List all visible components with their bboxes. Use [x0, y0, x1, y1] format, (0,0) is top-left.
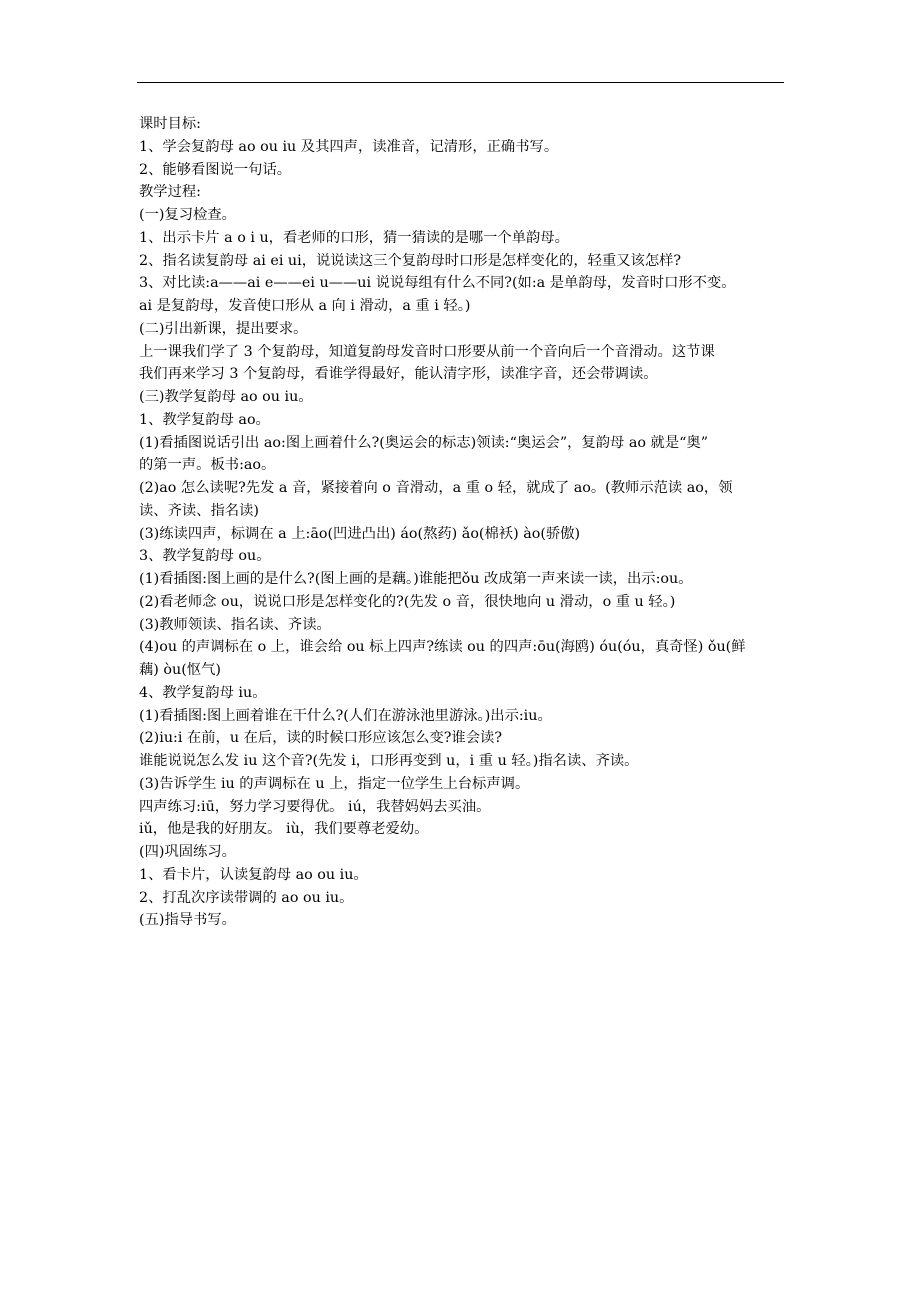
text-line: (1)看插图说话引出 ao:图上画着什么?(奥运会的标志)领读:“奥运会”，复韵母 ao 就是“奥” — [139, 434, 709, 451]
text-line: (2)ao 怎么读呢?先发 a 音，紧接着向 o 音滑动，a 重 o 轻，就成了 ao。(教师示范读 ao，领 — [139, 480, 733, 496]
text-line: (1)看插图:图上画的是什么?(图上画的是藕。)谁能把ǒu 改成第一声来读一读，出示:ou。 — [139, 571, 693, 587]
text-line: (五)指导书写。 — [139, 912, 236, 929]
text-line: 1、教学复韵母 ao。 — [139, 411, 270, 428]
text-line: (3)练读四声，标调在 a 上:āo(凹进凸出) áo(熬药) ǎo(棉袄) ào(骄傲) — [139, 525, 581, 542]
text-line: 1、学会复韵母 ao ou iu 及其四声，读准音，记清形，正确书写。 — [139, 138, 559, 155]
text-line: 藕) òu(怄气) — [139, 662, 221, 678]
text-line: 2、指名读复韵母 ai ei ui，说说读这三个复韵母时口形是怎样变化的，轻重又该怎样? — [139, 252, 682, 269]
text-line: 3、对比读:a——ai e——ei u——ui 说说每组有什么不同?(如:a 是单韵母，发音时口形不变。 — [139, 275, 736, 292]
text-line: ai 是复韵母，发音使口形从 a 向 i 滑动，a 重 i 轻。) — [139, 298, 471, 314]
text-line: 四声练习:iū，努力学习要得优。 iú，我替妈妈去买油。 — [139, 798, 491, 815]
text-line: (2)看老师念 ou，说说口形是怎样变化的?(先发 o 音，很快地向 u 滑动，o 重 u 轻。) — [139, 593, 676, 610]
text-line: 4、教学复韵母 iu。 — [139, 684, 267, 701]
text-line: (3)告诉学生 iu 的声调标在 u 上，指定一位学生上台标声调。 — [139, 775, 530, 792]
text-line: 教学过程: — [139, 184, 202, 201]
text-line: (三)教学复韵母 ao ou iu。 — [139, 389, 313, 405]
text-line: (3)教师领读、指名读、齐读。 — [139, 616, 331, 633]
header-rule — [137, 82, 784, 83]
text-line: 的第一声。板书:ao。 — [139, 457, 276, 474]
text-line: 2、能够看图说一句话。 — [139, 161, 292, 178]
text-line: (1)看插图:图上画着谁在干什么?(人们在游泳池里游泳。)出示:iu。 — [139, 707, 552, 724]
text-line: 课时目标: — [139, 116, 202, 132]
text-line: 2、打乱次序读带调的 ao ou iu。 — [139, 889, 354, 906]
text-line: 读、齐读、指名读) — [139, 502, 259, 519]
text-line: 我们再来学习 3 个复韵母，看谁学得最好，能认清字形，读准字音，还会带调读。 — [139, 366, 658, 383]
document-body — [139, 113, 789, 932]
text-line: (一)复习检查。 — [139, 207, 236, 223]
text-line: 3、教学复韵母 ou。 — [139, 548, 271, 565]
text-line: 上一课我们学了 3 个复韵母，知道复韵母发音时口形要从前一个音向后一个音滑动。这节课 — [139, 343, 715, 360]
text-line: iǔ，他是我的好朋友。 iù，我们要尊老爱幼。 — [139, 821, 429, 838]
text-line: 谁能说说怎么发 iu 这个音?(先发 i，口形再变到 u，i 重 u 轻。)指名读、齐读。 — [139, 753, 639, 769]
text-line: (2)iu:i 在前，u 在后，读的时候口形应该怎么变?谁会读? — [139, 730, 502, 747]
text-line: (四)巩固练习。 — [139, 844, 236, 860]
text-line: 1、看卡片，认读复韵母 ao ou iu。 — [139, 866, 368, 883]
text-line: (4)ou 的声调标在 o 上，谁会给 ou 标上四声?练读 ou 的四声:ōu(海鸥) óu(óu，真奇怪) ǒu(鲜 — [139, 639, 746, 656]
text-line: (二)引出新课，提出要求。 — [139, 320, 308, 337]
text-line: 1、出示卡片 a o i u，看老师的口形，猜一猜读的是哪一个单韵母。 — [139, 229, 569, 246]
